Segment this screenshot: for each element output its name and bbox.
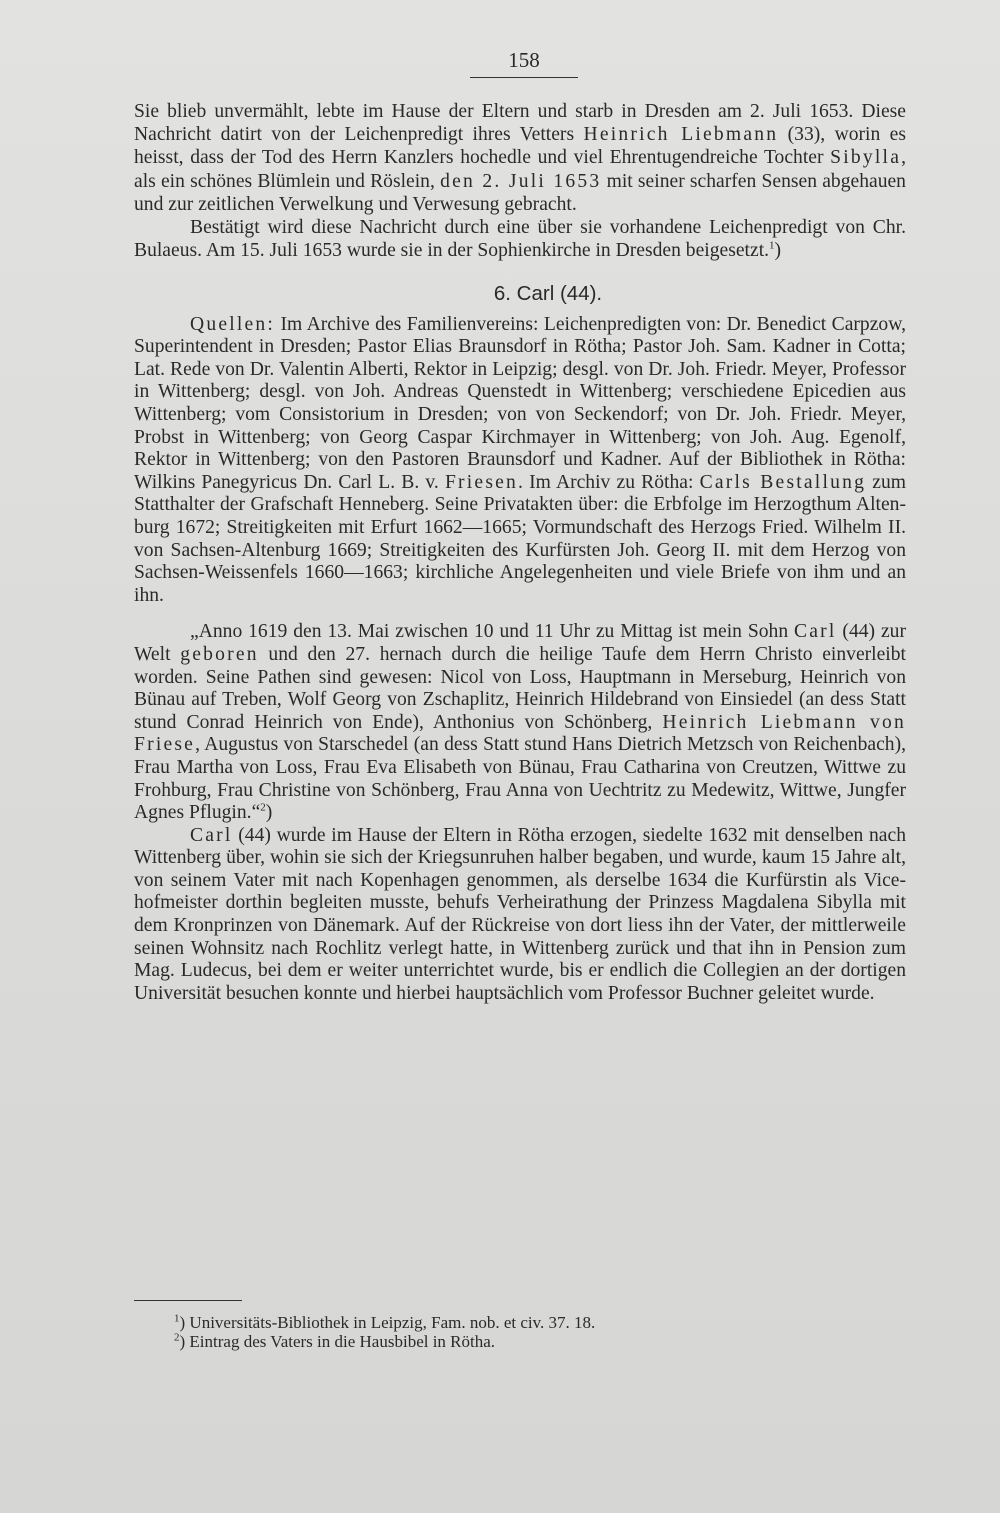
spaced-word: geboren <box>180 643 259 665</box>
text-run: Bestätigt wird diese Nachricht durch eine über sie vorhandene Leichenpredigt von Chr. Bulaeus. Am 15. Juli 1653 wurde sie in der Sophienkirche in Dresden beigesetzt. <box>134 217 906 262</box>
text-run: , als ein schönes Blümlein und Röslein, <box>134 147 906 192</box>
footnote-mark: 2 <box>174 1330 180 1343</box>
footnotes <box>174 1314 794 1351</box>
paragraph-sources <box>134 314 906 608</box>
text-run: (33), worin es heisst, dass der Tod des Herrn Kanzlers hochedle und viel Ehrentugendreiche Tochter <box>134 124 906 169</box>
sources-label: Quellen: <box>190 313 276 335</box>
spaced-name: Friesen <box>444 471 519 493</box>
text-run: , Augustus von Starschedel (an dess Statt stund Hans Dietrich Metzsch von Reichenbach), Frau Martha von Loss, Frau Eva Elisabeth von Bünau, Frau Catharina von Creutzen, Wittwe zu Frohburg, Frau Christine von Schönberg, Frau Anna von Uechtritz zu Medewitz, Wittwe, Jungfer Agnes Pflugin.“ <box>134 734 906 824</box>
text-run: „Anno 1619 den 13. Mai zwischen 10 und 11 Uhr zu Mittag ist mein Sohn <box>190 621 794 643</box>
text-run: mit seiner scharfen Sensen abgehauen und zur zeitlichen Verwelkung und Verwesung gebracht. <box>134 170 906 215</box>
section-heading: 6. Carl (44). <box>493 282 603 306</box>
text-run: (44) wurde im Hause der Eltern in Rötha erzogen, siedelte 1632 mit denselben nach Wittenberg über, wohin sie sich der Kriegsunruhen halber begaben, und wurde, kaum 15 Jahre alt, von seinem Vater mit nach Kopenhagen genommen, als derselbe 1634 die Kurfürstin als Vicehofmeister dorthin begleiten musste, behufs Verheirathung der Prinzess Magdalena Sibylla mit dem Kronprinzen von Dänemark. Auf der Rückreise von dort liess ihn der Vater, der mittlerweile seinen Wohnsitz nach Rochlitz verlegt hatte, in Wittenberg zurück und that ihn in Pension zum Mag. Ludecus, bei dem er weiter unterrichtet wurde, bis er endlich die Collegien an der dortigen Universität besuchen konnte und hierbei hauptsächlich vom Professor Buchner geleitet wurde. <box>134 824 906 1004</box>
text-run: ) <box>265 802 273 824</box>
footnote-2 <box>174 1330 794 1352</box>
text-run: (44) zur Welt <box>134 621 906 665</box>
spaced-name: Carl <box>794 621 837 643</box>
paragraph-burial <box>134 216 906 262</box>
footnote-mark: 1 <box>769 239 775 252</box>
footnote-text: ) Eintrag des Vaters in die Hausbibel in Rötha. <box>179 1331 496 1351</box>
spaced-name: Sibylla <box>830 147 902 169</box>
page-number: 158 <box>470 48 578 78</box>
paragraph-birth-record <box>134 621 906 824</box>
footnote-mark: 2 <box>260 801 266 814</box>
footnote-1 <box>174 1314 794 1333</box>
spaced-name: Heinrich Liebmann <box>583 124 779 146</box>
text-run: und den 27. hernach durch die heilige Taufe dem Herrn Christo einverleibt worden. Seine Pathen sind gewesen: Nicol von Loss, Hauptmann in Merseburg, Heinrich von Bünau auf Treben, Wolf Georg von Zschaplitz, Heinrich Hildebrand von Einsiedel (an dess Statt stund Conrad Heinrich von Ende), Anthonius von Schönberg, <box>134 643 906 733</box>
footnote-mark: 1 <box>174 1312 180 1325</box>
footnote-text: ) Universitäts-Bibliothek in Leipzig, Fam. nob. et civ. 37. 18. <box>179 1313 596 1332</box>
text-run: Im Archive des Familienvereins: Leichenpredigten von: Dr. Benedict Carpzow, Superintendent in Dresden; Pastor Elias Braunsdorf in Rötha; Pastor Joh. Sam. Kadner in Cotta; Lat. Rede von Dr. Valentin Alberti, Rektor in Leipzig; desgl. von Dr. Joh. Friedr. Meyer, Professor in Wittenberg; desgl. von Joh. Andreas Quenstedt in Wittenberg; verschiedene Epicedien aus Wittenberg; vom Consistorium in Dresden; von von Seckendorf; von Dr. Joh. Friedr. Meyer, Probst in Wittenberg; von Georg Caspar Kirchmayer in Wittenberg; von Joh. Aug. Egenolf, Rektor in Wittenberg; von den Pastoren Braunsdorf und Kadner. Auf der Bibliothek in Rötha: Wilkins Panegyricus Dn. Carl L. B. v. <box>134 313 906 493</box>
spaced-name: Heinrich Liebmann von Friese <box>134 711 906 756</box>
spaced-name: Carls Bestallung <box>699 471 867 493</box>
spaced-date: den 2. Juli 1653 <box>440 170 602 192</box>
main-text <box>134 100 906 1005</box>
paragraph-sibylla-death <box>134 100 906 216</box>
footnote-rule <box>134 1300 242 1301</box>
text-run: zum Statthalter der Grafschaft Henneberg. Seine Privatakten über: die Erbfolge im Herzogthum Altenburg 1672; Streitigkeiten mit Erfurt 1662—1665; Vormundschaft des Herzogs Fried. Wilhelm II. von Sachsen-Altenburg 1669; Streitigkeiten des Kurfürsten Joh. Georg II. mit dem Herzog von Sachsen-Weissenfels 1660—1663; kirchliche Angelegenheiten und viele Briefe von ihm und an ihn. <box>134 471 906 606</box>
paragraph-education <box>134 825 906 1006</box>
text-run: . Im Archiv zu Rötha: <box>518 471 700 493</box>
text-run: ) <box>774 240 782 262</box>
spaced-name: Carl <box>190 824 233 846</box>
text-run: Sie blieb unvermählt, lebte im Hause der Eltern und starb in Dresden am 2. Juli 1653. Diese Nachricht datirt von der Leichenpredigt ihres Vetters <box>134 101 906 146</box>
